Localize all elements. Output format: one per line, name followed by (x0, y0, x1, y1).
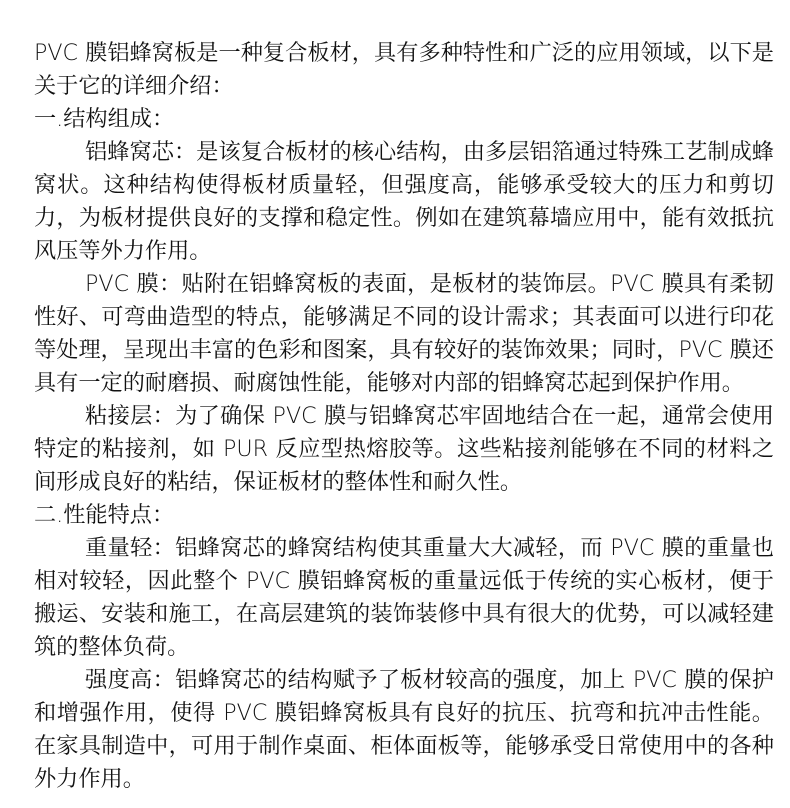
section-heading-performance: 二.性能特点： (34, 502, 175, 528)
intro-paragraph: PVC 膜铝蜂窝板是一种复合板材，具有多种特性和广泛的应用领域，以下是关于它的详细介绍： (34, 40, 774, 99)
paragraph-pvc-film: PVC 膜：贴附在铝蜂窝板的表面，是板材的装饰层。PVC 膜具有柔韧性好、可弯曲造型的特点，能够满足不同的设计需求；其表面可以进行印花等处理，呈现出丰富的色彩和图案，具有较好的装饰效果；同时，PVC 膜还具有一定的耐磨损、耐腐蚀性能，能够对内部的铝蜂窝芯起到保护作用。 (34, 271, 774, 396)
document-body (34, 37, 774, 796)
paragraph-adhesive-layer: 粘接层：为了确保 PVC 膜与铝蜂窝芯牢固地结合在一起，通常会使用特定的粘接剂，如 PUR 反应型热熔胶等。这些粘接剂能够在不同的材料之间形成良好的粘结，保证板材的整体性和耐久性。 (34, 403, 774, 495)
paragraph-honeycomb-core: 铝蜂窝芯：是该复合板材的核心结构，由多层铝箔通过特殊工艺制成蜂窝状。这种结构使得板材质量轻，但强度高，能够承受较大的压力和剪切力，为板材提供良好的支撑和稳定性。例如在建筑幕墙应用中，能有效抵抗风压等外力作用。 (34, 139, 774, 264)
paragraph-high-strength: 强度高：铝蜂窝芯的结构赋予了板材较高的强度，加上 PVC 膜的保护和增强作用，使得 PVC 膜铝蜂窝板具有良好的抗压、抗弯和抗冲击性能。在家具制造中，可用于制作桌面、柜体面板等，能够承受日常使用中的各种外力作用。 (34, 667, 774, 792)
paragraph-light-weight: 重量轻：铝蜂窝芯的蜂窝结构使其重量大大减轻，而 PVC 膜的重量也相对较轻，因此整个 PVC 膜铝蜂窝板的重量远低于传统的实心板材，便于搬运、安装和施工，在高层建筑的装饰装修中具有很大的优势，可以减轻建筑的整体负荷。 (34, 535, 774, 660)
section-heading-structure: 一.结构组成： (34, 106, 175, 132)
